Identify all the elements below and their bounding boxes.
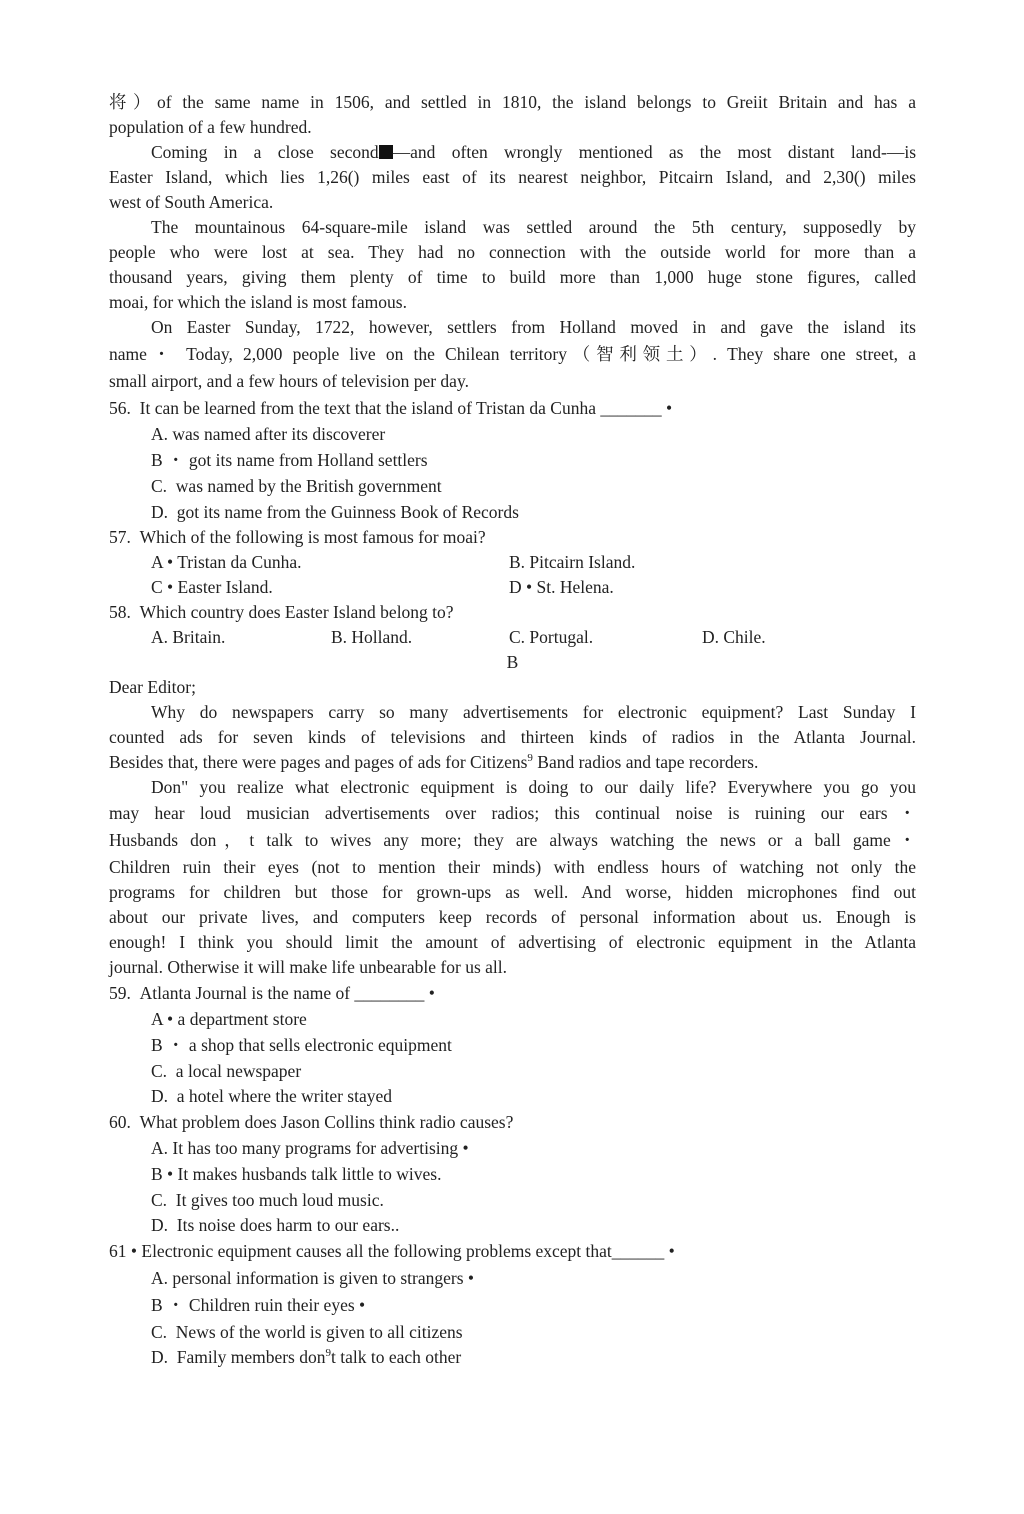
paragraph-line: [109, 750, 916, 775]
answer-option: C • Easter Island.: [151, 577, 273, 597]
paragraph-text: Band radios and tape recorders.: [532, 752, 759, 772]
option-text: D. Family members don: [151, 1347, 326, 1367]
paragraph-line: Husbands don，t talk to wives any more; they are always watching the news or a ball game・: [109, 830, 916, 850]
section-b-heading: B: [506, 652, 519, 672]
paragraph-text: Besides that, there were pages and pages of ads for Citizens: [109, 752, 528, 772]
answer-option: A. Britain.: [151, 627, 226, 647]
paragraph-line: small airport, and a few hours of television per day.: [109, 371, 469, 391]
paragraph-line: Children ruin their eyes (not to mention their minds) with endless hours of watching not only the: [109, 857, 916, 877]
answer-option: A. was named after its discoverer: [151, 424, 386, 444]
answer-option: A • Tristan da Cunha.: [151, 552, 302, 572]
document-page: [109, 90, 916, 1370]
options-row: [109, 575, 916, 600]
paragraph-line: Easter Island, which lies 1,26() miles east of its nearest neighbor, Pitcairn Island, and 2,30() miles: [109, 167, 916, 187]
answer-option: C. Portugal.: [509, 627, 594, 647]
answer-option: C. News of the world is given to all citizens: [151, 1322, 463, 1342]
question-56: [109, 395, 916, 525]
answer-option: A. personal information is given to strangers •: [151, 1268, 475, 1288]
answer-option: B ・ Children ruin their eyes •: [151, 1295, 366, 1315]
question-stem: 58. Which country does Easter Island belong to?: [109, 602, 454, 622]
paragraph-text: —and often wrongly mentioned as the most distant land-—is: [392, 142, 916, 162]
answer-option: D. Chile.: [702, 627, 766, 647]
paragraph-line: west of South America.: [109, 192, 274, 212]
answer-option: D • St. Helena.: [509, 577, 614, 597]
superscript: 9: [527, 752, 533, 765]
paragraph-line: population of a few hundred.: [109, 117, 312, 137]
paragraph-line: name・ Today, 2,000 people live on the Chilean territory（智利领土）. They share one street, a: [109, 344, 916, 364]
answer-option: C. was named by the British government: [151, 476, 442, 496]
paragraph-line: Don" you realize what electronic equipment is doing to our daily life? Everywhere you go you: [151, 777, 916, 797]
paragraph-line: journal. Otherwise it will make life unbearable for us all.: [109, 957, 507, 977]
option-text: t talk to each other: [331, 1347, 462, 1367]
passage-a: [109, 90, 916, 395]
answer-option: B. Holland.: [331, 627, 413, 647]
question-59: [109, 980, 916, 1109]
question-60: [109, 1109, 916, 1238]
superscript: 9: [325, 1347, 331, 1360]
answer-option: B ・ got its name from Holland settlers: [151, 450, 428, 470]
question-61: [109, 1238, 916, 1370]
paragraph-text: Coming in a close second: [151, 142, 379, 162]
question-stem: 56. It can be learned from the text that the island of Tristan da Cunha _______ •: [109, 398, 673, 418]
question-stem: 60. What problem does Jason Collins think radio causes?: [109, 1112, 514, 1132]
answer-option: D. a hotel where the writer stayed: [151, 1086, 393, 1106]
question-stem: 59. Atlanta Journal is the name of ________ •: [109, 983, 435, 1003]
paragraph-line: The mountainous 64-square-mile island was settled around the 5th century, supposedly by: [151, 217, 916, 237]
paragraph-line: [109, 140, 916, 165]
paragraph-line: counted ads for seven kinds of televisions and thirteen kinds of radios in the Atlanta Journal.: [109, 727, 916, 747]
answer-option: C. a local newspaper: [151, 1061, 302, 1081]
answer-option: B. Pitcairn Island.: [509, 552, 636, 572]
answer-option: [109, 1345, 916, 1370]
paragraph-line: 将）of the same name in 1506, and settled in 1810, the island belongs to Greiit Britain and has a: [109, 92, 916, 112]
redaction-block: [379, 145, 393, 159]
paragraph-line: moai, for which the island is most famous.: [109, 292, 407, 312]
letter-passage: [109, 675, 916, 980]
question-stem: 61 • Electronic equipment causes all the following problems except that______ •: [109, 1241, 675, 1261]
question-stem: 57. Which of the following is most famous for moai?: [109, 527, 486, 547]
paragraph-line: about our private lives, and computers keep records of personal information about us. Enough is: [109, 907, 916, 927]
options-row: [109, 625, 916, 650]
paragraph-line: On Easter Sunday, 1722, however, settlers from Holland moved in and gave the island its: [151, 317, 916, 337]
paragraph-line: programs for children but those for grown-ups as well. And worse, hidden microphones find out: [109, 882, 916, 902]
answer-option: B • It makes husbands talk little to wives.: [151, 1164, 442, 1184]
paragraph-line: Why do newspapers carry so many advertisements for electronic equipment? Last Sunday I: [151, 702, 916, 722]
answer-option: A. It has too many programs for advertising •: [151, 1138, 469, 1158]
question-57: [109, 525, 916, 600]
paragraph-line: enough! I think you should limit the amount of advertising of electronic equipment in the Atlanta: [109, 932, 916, 952]
answer-option: A • a department store: [151, 1009, 307, 1029]
answer-option: C. It gives too much loud music.: [151, 1190, 384, 1210]
options-row: [109, 550, 916, 575]
paragraph-line: thousand years, giving them plenty of time to build more than 1,000 huge stone figures, called: [109, 267, 916, 287]
answer-option: D. got its name from the Guinness Book of Records: [151, 502, 519, 522]
answer-option: D. Its noise does harm to our ears..: [151, 1215, 400, 1235]
letter-salutation: Dear Editor;: [109, 677, 196, 697]
paragraph-line: may hear loud musician advertisements over radios; this continual noise is ruining our ears・: [109, 803, 916, 823]
question-58: [109, 600, 916, 650]
answer-option: B ・ a shop that sells electronic equipment: [151, 1035, 452, 1055]
paragraph-line: people who were lost at sea. They had no connection with the outside world for more than a: [109, 242, 916, 262]
